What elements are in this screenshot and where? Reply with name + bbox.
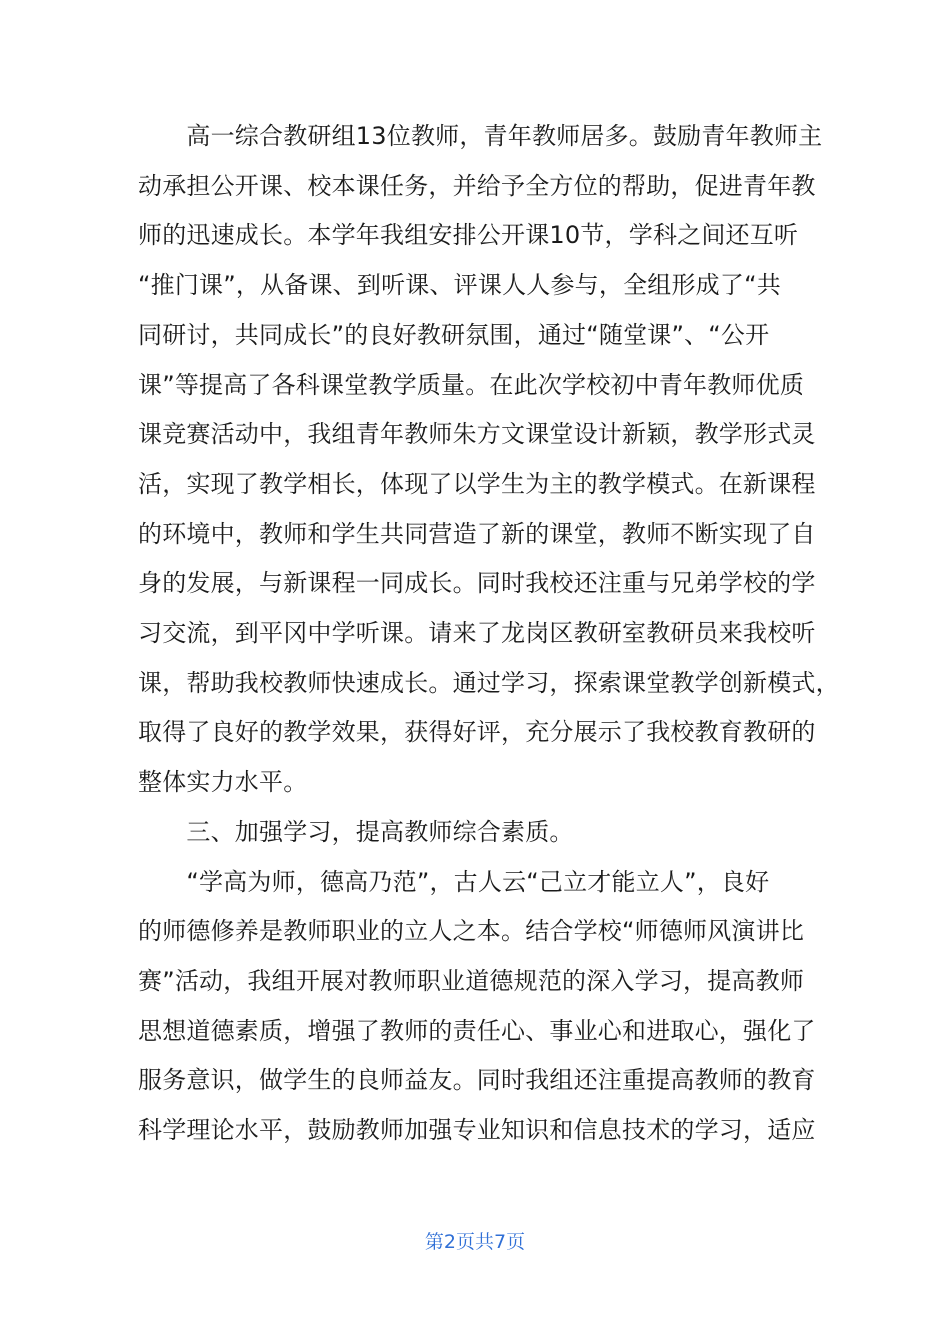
text-line: 服务意识，做学生的良师益友。同时我组还注重提高教师的教育 xyxy=(138,1066,816,1095)
text-line: 课”等提高了各科课堂教学质量。在此次学校初中青年教师优质 xyxy=(138,370,805,399)
text-line: 课竞赛活动中，我组青年教师朱方文课堂设计新颖，教学形式灵 xyxy=(138,420,816,449)
text-line: 赛”活动，我组开展对教师职业道德规范的深入学习，提高教师 xyxy=(138,966,805,995)
paragraph-teaching-research xyxy=(138,112,840,808)
text-line: 身的发展，与新课程一同成长。同时我校还注重与兄弟学校的学 xyxy=(138,569,816,598)
text-line: 高一综合教研组13位教师，青年教师居多。鼓励青年教师主 xyxy=(138,122,823,150)
text-line: 动承担公开课、校本课任务，并给予全方位的帮助，促进青年教 xyxy=(138,171,816,200)
text-line: 科学理论水平，鼓励教师加强专业知识和信息技术的学习，适应 xyxy=(138,1116,816,1145)
text-line: 习交流，到平冈中学听课。请来了龙岗区教研室教研员来我校听 xyxy=(138,619,816,648)
text-line: 整体实力水平。 xyxy=(138,768,308,797)
section-heading xyxy=(138,808,806,858)
text-line: 活，实现了教学相长，体现了以学生为主的教学模式。在新课程 xyxy=(138,469,816,498)
text-line: 的环境中，教师和学生共同营造了新的课堂，教师不断实现了自 xyxy=(138,519,816,548)
text-line: “推门课”，从备课、到听课、评课人人参与，全组形成了“共 xyxy=(138,271,781,300)
paragraph-teacher-ethics xyxy=(138,858,816,1156)
text-line: 课，帮助我校教师快速成长。通过学习，探索课堂教学创新模式， xyxy=(138,668,840,697)
text-line: 的师德修养是教师职业的立人之本。结合学校“师德师风演讲比 xyxy=(138,917,805,946)
text-line: 师的迅速成长。本学年我组安排公开课10节，学科之间还互听 xyxy=(138,221,799,250)
text-line: 取得了良好的教学效果，获得好评，充分展示了我校教育教研的 xyxy=(138,718,816,747)
page-number: 第2页共7页 xyxy=(424,1231,526,1253)
text-line: 思想道德素质，增强了教师的责任心、事业心和进取心，强化了 xyxy=(138,1016,816,1045)
text-line: “学高为师，德高乃范”，古人云“己立才能立人”，良好 xyxy=(138,867,770,896)
text-line: 同研讨，共同成长”的良好教研氛围，通过“随堂课”、“公开 xyxy=(138,320,770,349)
document-body xyxy=(138,112,840,1156)
heading-line: 三、加强学习，提高教师综合素质。 xyxy=(138,817,574,846)
